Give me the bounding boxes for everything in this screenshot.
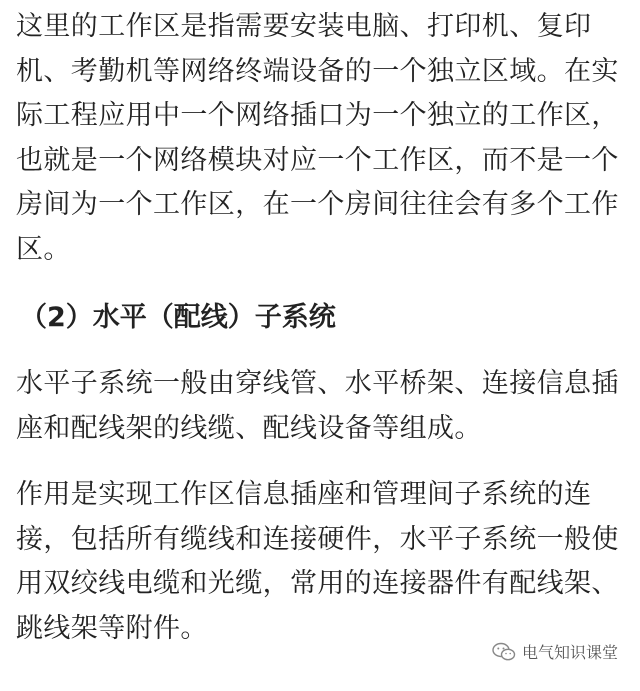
paragraph-work-area: 这里的工作区是指需要安装电脑、打印机、复印机、考勤机等网络终端设备的一个独立区域。在实际工程应用中一个网络插口为一个独立的工作区，也就是一个网络模块对应一个工作区，而不是一个房间为一个工作区，在一个房间往往会有多个工作区。 — [16, 11, 619, 265]
paragraph-horizontal-composition: 水平子系统一般由穿线管、水平桥架、连接信息插座和配线架的线缆、配线设备等组成。 — [16, 368, 619, 444]
article-body — [16, 0, 626, 651]
wechat-icon — [492, 642, 516, 662]
section-heading-horizontal-subsystem: （2）水平（配线）子系统 — [20, 302, 336, 333]
wechat-watermark — [488, 638, 622, 665]
paragraph-horizontal-function: 作用是实现工作区信息插座和管理间子系统的连接，包括所有缆线和连接硬件，水平子系统一般使用双绞线电缆和光缆，常用的连接器件有配线架、跳线架等附件。 — [16, 479, 619, 644]
watermark-text: 电气知识课堂 — [521, 643, 618, 662]
